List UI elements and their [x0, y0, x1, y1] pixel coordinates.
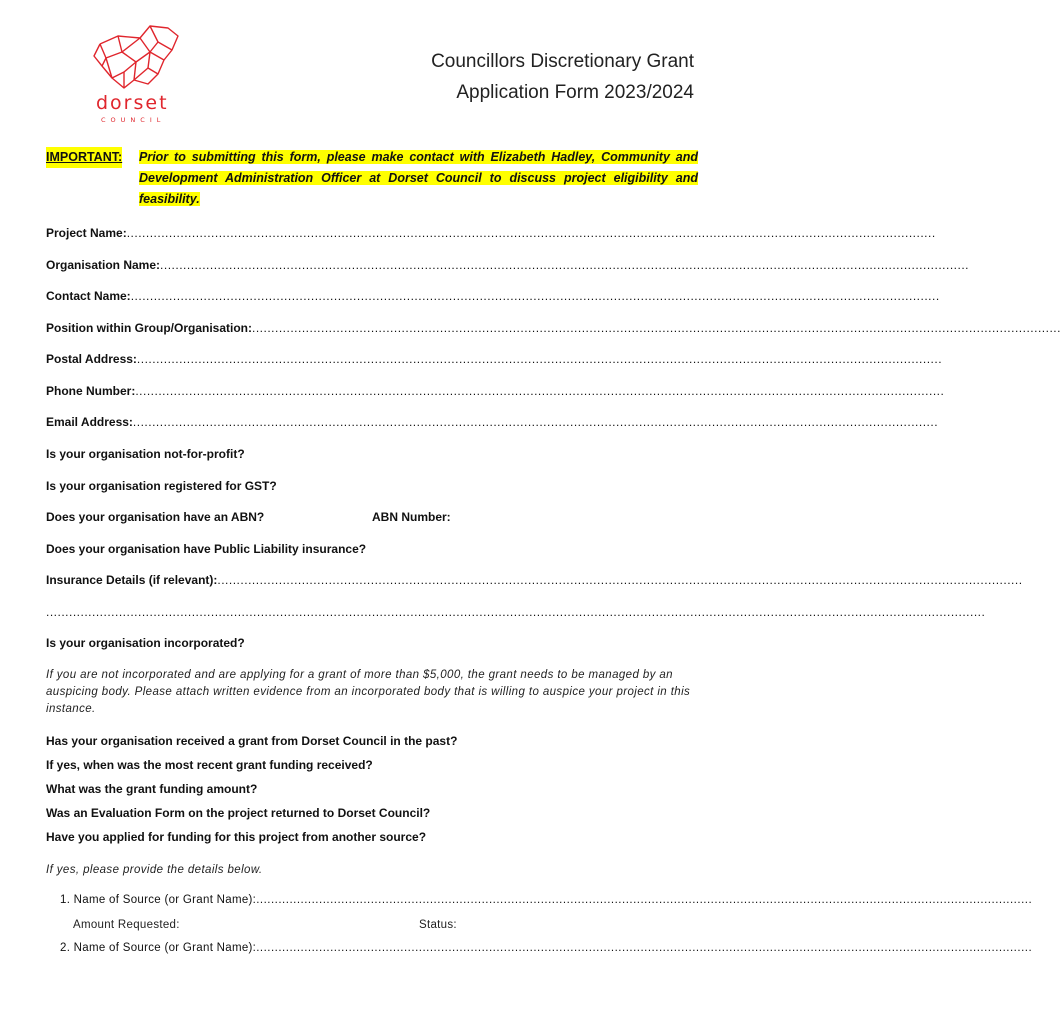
title-line-1: Councillors Discretionary Grant	[431, 51, 694, 72]
abn-question: Does your organisation have an ABN?	[46, 510, 265, 524]
evaluation-question: Was an Evaluation Form on the project returned to Dorset Council?	[46, 806, 431, 820]
position-field[interactable]	[46, 321, 1061, 337]
dotted-line: ...................................................................................................................................................................................................................	[130, 289, 940, 303]
source-label: 1. Name of Source (or Grant Name):	[60, 894, 257, 906]
important-text: Prior to submitting this form, please make contact with Elizabeth Hadley, Community and Development Administration Officer at Dorset Council to discuss project eligibility and feasibility.	[139, 150, 698, 206]
field-label: Project Name:	[46, 226, 127, 240]
liability-question: Does your organisation have Public Liability insurance?	[46, 542, 367, 556]
field-label: Postal Address:	[46, 352, 137, 366]
field-label: Email Address:	[46, 415, 133, 429]
brand-subtitle: COUNCIL	[101, 116, 166, 124]
contact-name-field[interactable]	[46, 289, 940, 305]
email-address-field[interactable]	[46, 415, 939, 431]
logo-mark-icon	[88, 22, 188, 94]
dotted-line: ...................................................................................................................................................................................................................	[135, 384, 945, 398]
dotted-line: ..................................................................................................................................................................................................................	[256, 942, 1033, 954]
field-label: Position within Group/Organisation:	[46, 321, 252, 335]
status-label: Status:	[419, 919, 457, 931]
past-grant-question: Has your organisation received a grant from Dorset Council in the past?	[46, 734, 458, 748]
not-for-profit-question: Is your organisation not-for-profit?	[46, 447, 245, 461]
grant-amount-question: What was the grant funding amount?	[46, 782, 258, 796]
incorporated-note: If you are not incorporated and are applying for a grant of more than $5,000, the grant needs to be managed by an auspicing body. Please attach written evidence from an incorporated body that is willing to auspice your project in this instance.	[46, 669, 691, 715]
source-2-field[interactable]	[60, 942, 1033, 958]
dotted-line: ...................................................................................................................................................................................................................	[160, 258, 970, 272]
important-notice	[46, 147, 698, 210]
important-text-block	[139, 147, 698, 210]
insurance-details-continuation[interactable]	[46, 605, 986, 621]
dotted-line: ..................................................................................................................................................................................................................	[132, 415, 939, 429]
postal-address-field[interactable]	[46, 352, 943, 368]
project-name-field[interactable]	[46, 226, 936, 242]
insurance-details-field[interactable]	[46, 573, 1023, 589]
recent-grant-question: If yes, when was the most recent grant funding received?	[46, 758, 373, 772]
brand-name: dorset	[96, 92, 169, 114]
details-note: If yes, please provide the details below.	[46, 864, 263, 876]
dotted-line: ..................................................................................................................................................................................................................	[136, 352, 943, 366]
field-label: Organisation Name:	[46, 258, 161, 272]
dotted-line: ...................................................................................................................................................................................................................	[126, 226, 936, 240]
field-label: Insurance Details (if relevant):	[46, 573, 218, 587]
gst-question: Is your organisation registered for GST?	[46, 479, 277, 493]
field-label: Phone Number:	[46, 384, 136, 398]
source-1-field[interactable]	[60, 894, 1033, 910]
organisation-name-field[interactable]	[46, 258, 970, 274]
other-source-question: Have you applied for funding for this project from another source?	[46, 830, 427, 844]
dotted-line: .....................................................................................................................................................................................................................................................	[46, 605, 986, 619]
source-label: 2. Name of Source (or Grant Name):	[60, 942, 257, 954]
field-label: Contact Name:	[46, 289, 131, 303]
form-title	[431, 46, 694, 108]
phone-number-field[interactable]	[46, 384, 945, 400]
dotted-line: ..................................................................................................................................................................................................................	[256, 894, 1033, 906]
important-label: IMPORTANT:	[46, 147, 122, 168]
amount-requested-label: Amount Requested:	[73, 919, 180, 931]
incorporated-question: Is your organisation incorporated?	[46, 636, 245, 650]
dotted-line: ..................................................................................................................................................................................................................	[217, 573, 1023, 587]
abn-number-label: ABN Number:	[372, 510, 451, 524]
dotted-line: ...................................................................................................................................................................................................................	[252, 321, 1061, 335]
title-line-2: Application Form 2023/2024	[456, 82, 694, 103]
